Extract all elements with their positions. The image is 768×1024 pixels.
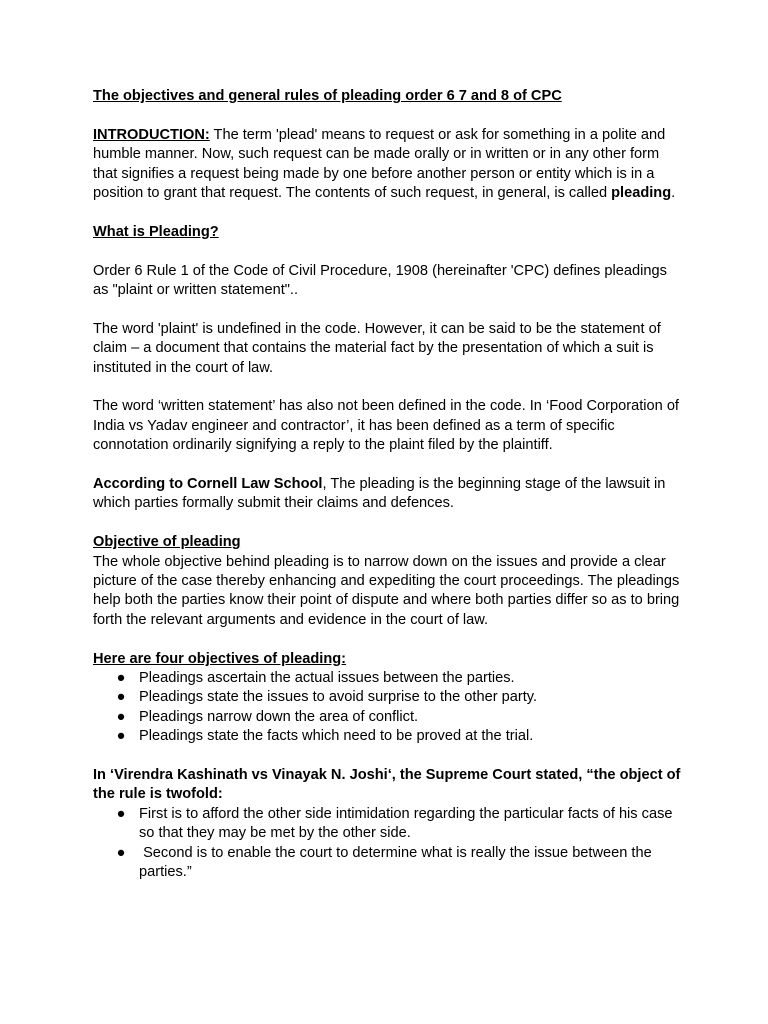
spacer (93, 630, 683, 649)
bullet-icon: ● (116, 728, 126, 745)
spacer (93, 203, 683, 222)
objective-paragraph: The whole objective behind pleading is to narrow down on the issues and provide a clear picture of the case thereby enhancing and expediting the court proceedings. The pleadings help both the parties know their point of dispute and where both parties differ so as to bring forth the relevant arguments and evidence in the court of law. (93, 553, 680, 628)
bullet-icon: ● (116, 844, 126, 861)
spacer (93, 747, 683, 766)
introduction-end: . (671, 185, 676, 202)
introduction-bold-word: pleading (611, 185, 672, 202)
objective-heading: Objective of pleading (93, 534, 241, 551)
spacer (93, 300, 683, 319)
list-item: ● Second is to enable the court to determine what is really the issue between the parties.” (116, 844, 656, 881)
bullet-icon: ● (116, 670, 126, 687)
virendra-heading: In ‘Virendra Kashinath vs Vinayak N. Joshi‘, the Supreme Court stated, “the object of the rule is twofold: (93, 767, 681, 803)
cornell-paragraph (93, 475, 683, 514)
plaint-paragraph: The word 'plaint' is undefined in the code. However, it can be said to be the statement of claim – a document that contains the material fact by the presentation of which a suit is instituted in the court of law. (93, 320, 661, 376)
bullet-icon: ● (116, 689, 126, 706)
bullet-icon: ● (116, 708, 126, 725)
order-6-paragraph: Order 6 Rule 1 of the Code of Civil Procedure, 1908 (hereinafter 'CPC) defines pleadings as "plaint or written statement".. (93, 262, 667, 299)
spacer (93, 514, 683, 533)
cornell-bold: According to Cornell Law School (93, 476, 323, 493)
list-item: ● First is to afford the other side intimidation regarding the particular facts of his case so that they may be met by the other side. (116, 805, 673, 842)
list-item: ● Pleadings state the issues to avoid surprise to the other party. (93, 688, 683, 707)
spacer (93, 456, 683, 475)
spacer (93, 378, 683, 397)
cornell-text: , The pleading is the beginning stage of the lawsuit in which parties formally submit their claims and defences. (93, 476, 666, 512)
spacer (93, 242, 683, 261)
introduction-paragraph (93, 126, 683, 204)
twofold-list (93, 805, 683, 883)
what-is-pleading-heading: What is Pleading? (93, 223, 219, 240)
four-objectives-list (93, 669, 683, 747)
document-page (93, 87, 683, 883)
introduction-label: INTRODUCTION: (93, 126, 210, 143)
written-statement-paragraph: The word ‘written statement’ has also not been defined in the code. In ‘Food Corporation of India vs Yadav engineer and contractor’, it has been defined as a term of specific connotation ordinarily signifying a reply to the plaint filed by the plaintiff. (93, 398, 679, 454)
list-item: ● Pleadings narrow down the area of conflict. (93, 708, 683, 727)
four-objectives-heading: Here are four objectives of pleading: (93, 650, 347, 667)
introduction-text: The term 'plead' means to request or ask for something in a polite and humble manner. Now, such request can be made orally or in written or in any other form that signifies a request being made by one before another person or entity which is in a position to grant that request. The contents of such request, in general, is called (93, 126, 666, 202)
document-title: The objectives and general rules of pleading order 6 7 and 8 of CPC (93, 88, 562, 104)
list-item: ● Pleadings ascertain the actual issues between the parties. (93, 669, 683, 688)
list-item: ● Pleadings state the facts which need to be proved at the trial. (93, 727, 683, 746)
spacer (93, 106, 683, 125)
bullet-icon: ● (116, 805, 126, 822)
